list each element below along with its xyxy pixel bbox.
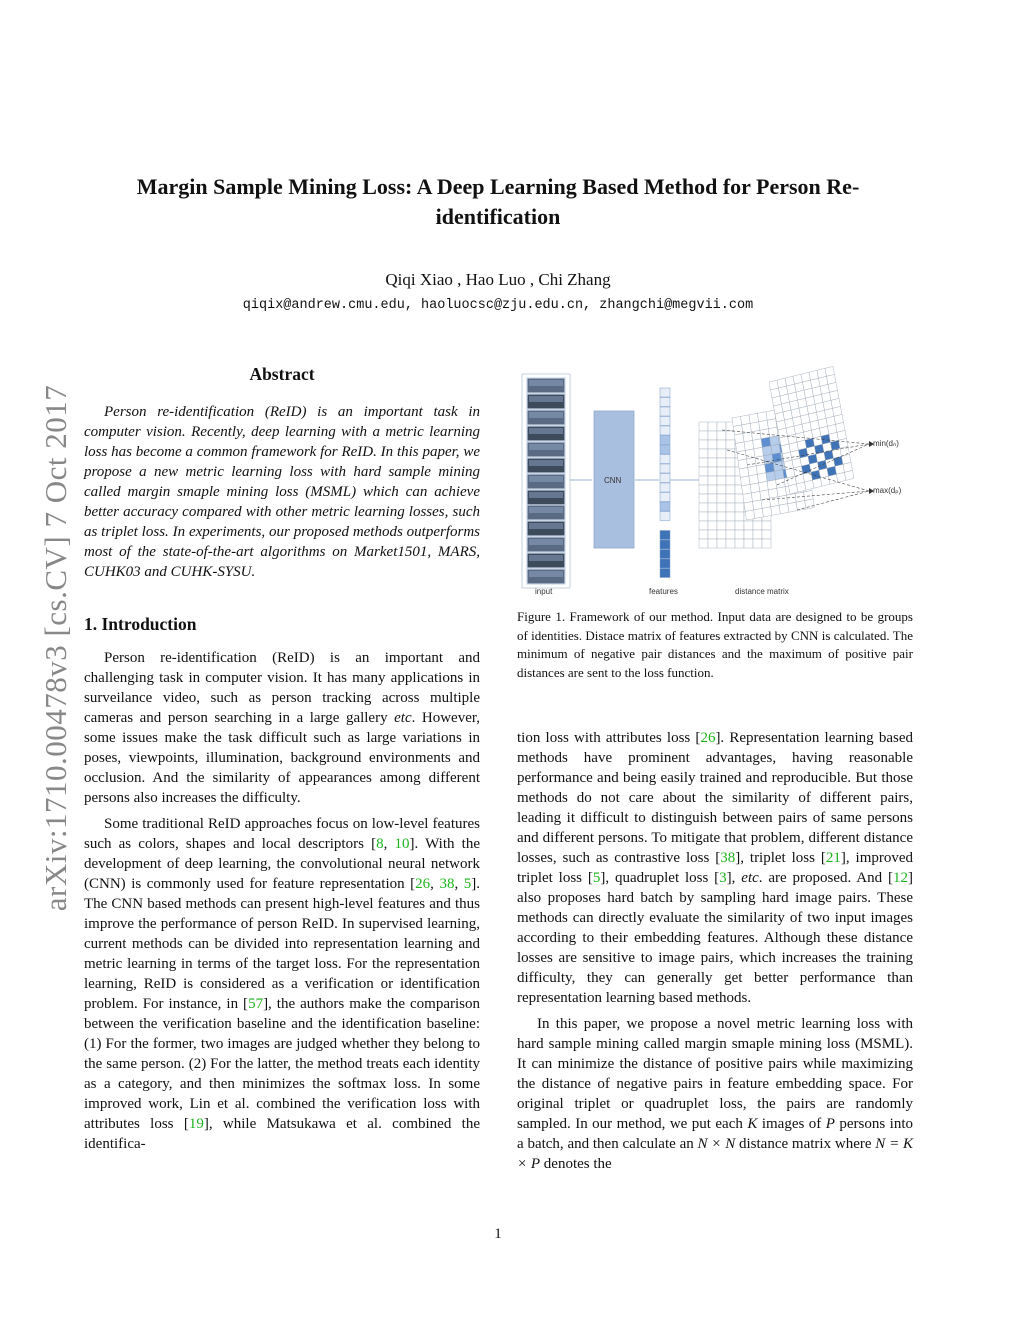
matrix-cell: [726, 476, 735, 485]
right-paragraph-1: tion loss with attributes loss [26]. Representation learning based methods have prominent advantages, having reasonable performance and being easily trained and reproducible. But those methods do not care about the similarity of different pairs, leading it difficult to distinguish between pairs of same persons and different persons. To mitigate that problem, different distance losses, such as contrastive loss [38], triplet loss [21], improved triplet loss [5], quadruplet loss [3], etc. are proposed. And [12] also proposes hard batch by sampling hard image pairs. These methods can directly evaluate the similarity of two input images according to their embedding features. Although these distance losses are sensitive to image pairs, which increases the training difficulty, they can generally get better performance than representation learning based methods.: [517, 730, 914, 1006]
matrix-cell: [699, 431, 708, 440]
matrix-cell: [821, 476, 831, 486]
matrix-cell: [699, 449, 708, 458]
matrix-cell: [708, 530, 717, 539]
matrix-cell: [759, 481, 769, 491]
matrix-cell: [699, 458, 708, 467]
matrix-cell: [771, 505, 781, 515]
matrix-cell: [753, 530, 762, 539]
matrix-cell: [735, 503, 744, 512]
matrix-cell: [773, 461, 783, 471]
citation-link[interactable]: 38: [439, 876, 455, 892]
figure-1: [517, 360, 913, 600]
matrix-cell: [771, 444, 781, 454]
feature-cell: [660, 417, 670, 426]
arxiv-identifier: arXiv:1710.00478v3 [cs.CV] 7 Oct 2017: [38, 384, 73, 912]
matrix-cell: [699, 539, 708, 548]
features-label: features: [649, 587, 678, 596]
matrix-cell: [767, 419, 777, 429]
matrix-cell: [735, 539, 744, 548]
matrix-cell: [774, 470, 784, 480]
matrix-cell: [805, 480, 815, 490]
matrix-cell: [753, 500, 763, 510]
matrix-cell: [708, 512, 717, 521]
input-label: input: [535, 587, 553, 596]
right-paragraph-2: In this paper, we propose a novel metric learning loss with hard sample mining called margin smaple mining loss (MSML). It can minimize the distance of positive pairs while maximizing the distance of negative pairs in feature embedding space. For original triplet or quadruplet loss, the pairs are randomly sampled. In our method, we put each K images of P persons into a batch, and then calculate an N × N distance matrix where N = K × P denotes the: [517, 1016, 913, 1172]
feature-cell: [660, 483, 670, 492]
matrix-cell: [756, 464, 766, 474]
matrix-cell: [754, 447, 764, 457]
matrix-cell: [770, 436, 780, 446]
feature-cell: [660, 464, 670, 473]
right-column: [517, 728, 913, 1174]
matrix-cell: [708, 521, 717, 530]
matrix-cell: [699, 440, 708, 449]
matrix-cell: [699, 521, 708, 530]
citation-link[interactable]: 5: [463, 876, 472, 892]
matrix-cell: [770, 497, 780, 507]
matrix-cell: [776, 478, 786, 488]
matrix-cell: [745, 510, 755, 520]
matrix-cell: [767, 480, 777, 490]
matrix-cell: [726, 467, 735, 476]
feature-cell: [660, 474, 670, 483]
feature-cell: [660, 531, 670, 540]
matrix-cell: [751, 430, 761, 440]
matrix-cell: [717, 458, 726, 467]
citation-link[interactable]: 38: [720, 850, 736, 866]
citation-link[interactable]: 57: [248, 996, 264, 1012]
matrix-cell: [740, 476, 750, 486]
matrix-cell: [789, 484, 799, 494]
matrix-cell: [762, 530, 771, 539]
matrix-cell: [708, 431, 717, 440]
matrix-cell: [735, 530, 744, 539]
feature-cell: [660, 559, 670, 568]
matrix-cell: [726, 539, 735, 548]
feature-cell: [660, 512, 670, 521]
matrix-cell: [699, 530, 708, 539]
matrix-cell: [750, 483, 760, 493]
feature-cell: [660, 550, 670, 559]
feature-cell: [660, 426, 670, 435]
matrix-cell: [744, 530, 753, 539]
matrix-cell: [726, 494, 735, 503]
feature-cell: [660, 398, 670, 407]
matrix-cell: [708, 539, 717, 548]
matrix-cell: [717, 503, 726, 512]
matrix-cell: [717, 449, 726, 458]
figure-caption: Figure 1. Framework of our method. Input data are designed to be groups of identities. Distace matrix of features extracted by CNN is calculated. The minimum of negative pair distances and the maximum of positive pair distances are sent to the loss function.: [517, 609, 913, 680]
citation-link[interactable]: 21: [825, 850, 841, 866]
matrix-cell: [708, 467, 717, 476]
min-negative-label: min(dₙ): [873, 439, 899, 448]
matrix-cell: [762, 521, 771, 530]
matrix-cell: [708, 440, 717, 449]
matrix-cell: [717, 530, 726, 539]
matrix-cell: [736, 442, 746, 452]
matrix-cell: [768, 488, 778, 498]
matrix-cell: [717, 485, 726, 494]
matrix-cell: [699, 494, 708, 503]
matrix-cell: [717, 431, 726, 440]
matrix-cell: [708, 494, 717, 503]
matrix-cell: [732, 416, 742, 426]
matrix-cell: [772, 453, 782, 463]
matrix-cell: [708, 476, 717, 485]
matrix-cell: [743, 493, 753, 503]
matrix-cell: [753, 439, 763, 449]
distance-matrix: [699, 366, 874, 548]
matrix-cell: [777, 487, 787, 497]
feature-vectors: [660, 388, 670, 578]
matrix-cell: [737, 450, 747, 460]
citation-link[interactable]: 10: [394, 836, 410, 852]
matrix-cell: [758, 412, 768, 422]
matrix-cell: [699, 512, 708, 521]
matrix-cell: [708, 449, 717, 458]
citation-link[interactable]: 19: [188, 1116, 204, 1132]
matrix-cell: [717, 422, 726, 431]
matrix-cell: [717, 521, 726, 530]
matrix-cell: [735, 521, 744, 530]
matrix-cell: [744, 521, 753, 530]
matrix-cell: [753, 539, 762, 548]
framework-diagram: [517, 360, 913, 600]
matrix-cell: [735, 494, 744, 503]
matrix-cell: [741, 415, 751, 425]
matrix-cell: [757, 473, 767, 483]
matrix-cell: [734, 433, 744, 443]
matrix-cell: [747, 457, 757, 467]
matrix-cell: [744, 501, 754, 511]
matrix-cell: [744, 539, 753, 548]
feature-cell: [660, 388, 670, 397]
matrix-cell: [754, 508, 764, 518]
matrix-cell: [726, 530, 735, 539]
matrix-cell: [779, 504, 789, 514]
matrix-cell: [796, 501, 806, 511]
intro-paragraph-2: Some traditional ReID approaches focus on low-level features such as colors, shapes and local descriptors [8, 10]. With the development of deep learning, the convolutional neural network (CNN) is commonly used for feature representation [26, 38, 5]. The CNN based methods can present high-level features and thus improve the performance of person ReID. In supervised learning, current methods can be divided into representation learning and metric learning in terms of the target loss. For the representation learning, ReID is considered as a verification or identification problem. For instance, in [57], the authors make the comparison between the verification baseline and the identification baseline: (1) For the former, two images are judged whether they belong to the same person. (2) For the latter, the method treats each identity as a category, and then minimizes the softmax loss. In some improved work, Lin et al. combined the verification loss with attributes loss [19], while Matsukawa et al. combined the identifica-: [84, 816, 481, 1152]
matrix-cell: [726, 458, 735, 467]
matrix-cell: [813, 478, 823, 488]
matrix-cell: [717, 512, 726, 521]
matrix-cell: [717, 539, 726, 548]
matrix-cell: [726, 521, 735, 530]
feature-cell: [660, 493, 670, 502]
matrix-cell: [768, 427, 778, 437]
matrix-cell: [708, 485, 717, 494]
intro-paragraph-1: Person re-identification (ReID) is an important and challenging task in computer vision. It has many applications in surveilance video, such as person tracking across multiple cameras and person searching in a large gallery etc. However, some issues make the task difficult such as large variations in poses, viewpoints, illumination, background environments and occlusion. And the similarity of appearances among different persons also increases the difficulty.: [84, 650, 481, 806]
matrix-cell: [742, 484, 752, 494]
matrix-cell: [726, 503, 735, 512]
matrix-cell: [762, 507, 772, 517]
citation-link[interactable]: 3: [719, 870, 727, 886]
matrix-cell: [829, 474, 839, 484]
matrix-cell: [708, 503, 717, 512]
matrix-cell: [753, 521, 762, 530]
matrix-cell: [733, 425, 743, 435]
citation-link[interactable]: 26: [415, 876, 431, 892]
matrix-cell: [699, 476, 708, 485]
citation-link[interactable]: 12: [893, 870, 908, 886]
input-images: [527, 378, 565, 584]
matrix-cell: [804, 491, 814, 501]
matrix-cell: [726, 431, 735, 440]
abstract-text: Person re-identification (ReID) is an important task in computer vision. Recently, deep learning with a metric learning loss has become a common framework for ReID. In this paper, we propose a new metric learning loss with hard sample mining called margin smaple mining loss (MSML) which can achieve better accuracy compared with other metric learning losses, such as triplet loss. In experiments, our proposed methods outperforms most of the state-of-the-art algorithms on Market1501, MARS, CUHK03 and CUHK-SYSU.: [84, 404, 480, 580]
author-emails: qiqix@andrew.cmu.edu, haoluocsc@zju.edu.cn, zhangchi@megvii.com: [242, 298, 754, 313]
feature-cell: [660, 407, 670, 416]
matrix-cell: [845, 470, 855, 480]
matrix-cell: [762, 539, 771, 548]
feature-cell: [660, 569, 670, 578]
matrix-cell: [761, 437, 771, 447]
matrix-cell: [750, 422, 760, 432]
citation-link[interactable]: 8: [376, 836, 384, 852]
paper-title: Margin Sample Mining Loss: A Deep Learning Based Method for Person Re-identification: [136, 174, 860, 229]
feature-cell: [660, 445, 670, 454]
matrix-cell: [749, 474, 759, 484]
matrix-cell: [744, 440, 754, 450]
matrix-cell: [717, 467, 726, 476]
matrix-cell: [749, 413, 759, 423]
author-list: Qiqi Xiao , Hao Luo , Chi Zhang: [385, 270, 611, 289]
feature-cell: [660, 455, 670, 464]
citation-link[interactable]: 5: [592, 870, 601, 886]
matrix-cell: [699, 467, 708, 476]
feature-cell: [660, 436, 670, 445]
citation-link[interactable]: 26: [700, 730, 716, 746]
matrix-cell: [735, 512, 744, 521]
matrix-cell: [759, 420, 769, 430]
matrix-cell: [797, 482, 807, 492]
matrix-cell: [778, 495, 788, 505]
matrix-cell: [726, 485, 735, 494]
matrix-cell: [755, 456, 765, 466]
abstract-heading: Abstract: [249, 364, 315, 384]
distance-matrix-label: distance matrix: [735, 587, 789, 596]
matrix-cell: [726, 512, 735, 521]
matrix-cell: [739, 467, 749, 477]
matrix-cell: [717, 476, 726, 485]
matrix-cell: [788, 502, 798, 512]
matrix-cell: [717, 494, 726, 503]
matrix-cell: [708, 422, 717, 431]
matrix-cell: [760, 490, 770, 500]
matrix-cell: [765, 463, 775, 473]
matrix-cell: [708, 458, 717, 467]
matrix-cell: [717, 440, 726, 449]
matrix-cell: [837, 472, 847, 482]
matrix-cell: [766, 410, 776, 420]
introduction-heading: 1. Introduction: [84, 614, 197, 634]
matrix-cell: [748, 466, 758, 476]
matrix-cell: [699, 503, 708, 512]
matrix-cell: [726, 440, 735, 449]
matrix-cell: [751, 491, 761, 501]
page-number: 1: [494, 1226, 502, 1242]
max-positive-label: max(dₚ): [873, 486, 902, 495]
matrix-cell: [743, 432, 753, 442]
cnn-label: CNN: [604, 476, 622, 485]
feature-cell: [660, 540, 670, 549]
left-column: [84, 362, 480, 1154]
feature-cell: [660, 502, 670, 511]
matrix-cell: [762, 446, 772, 456]
matrix-cell: [738, 459, 748, 469]
matrix-cell: [766, 471, 776, 481]
matrix-cell: [787, 494, 797, 504]
matrix-cell: [699, 485, 708, 494]
matrix-cell: [699, 422, 708, 431]
matrix-cell: [805, 499, 815, 509]
